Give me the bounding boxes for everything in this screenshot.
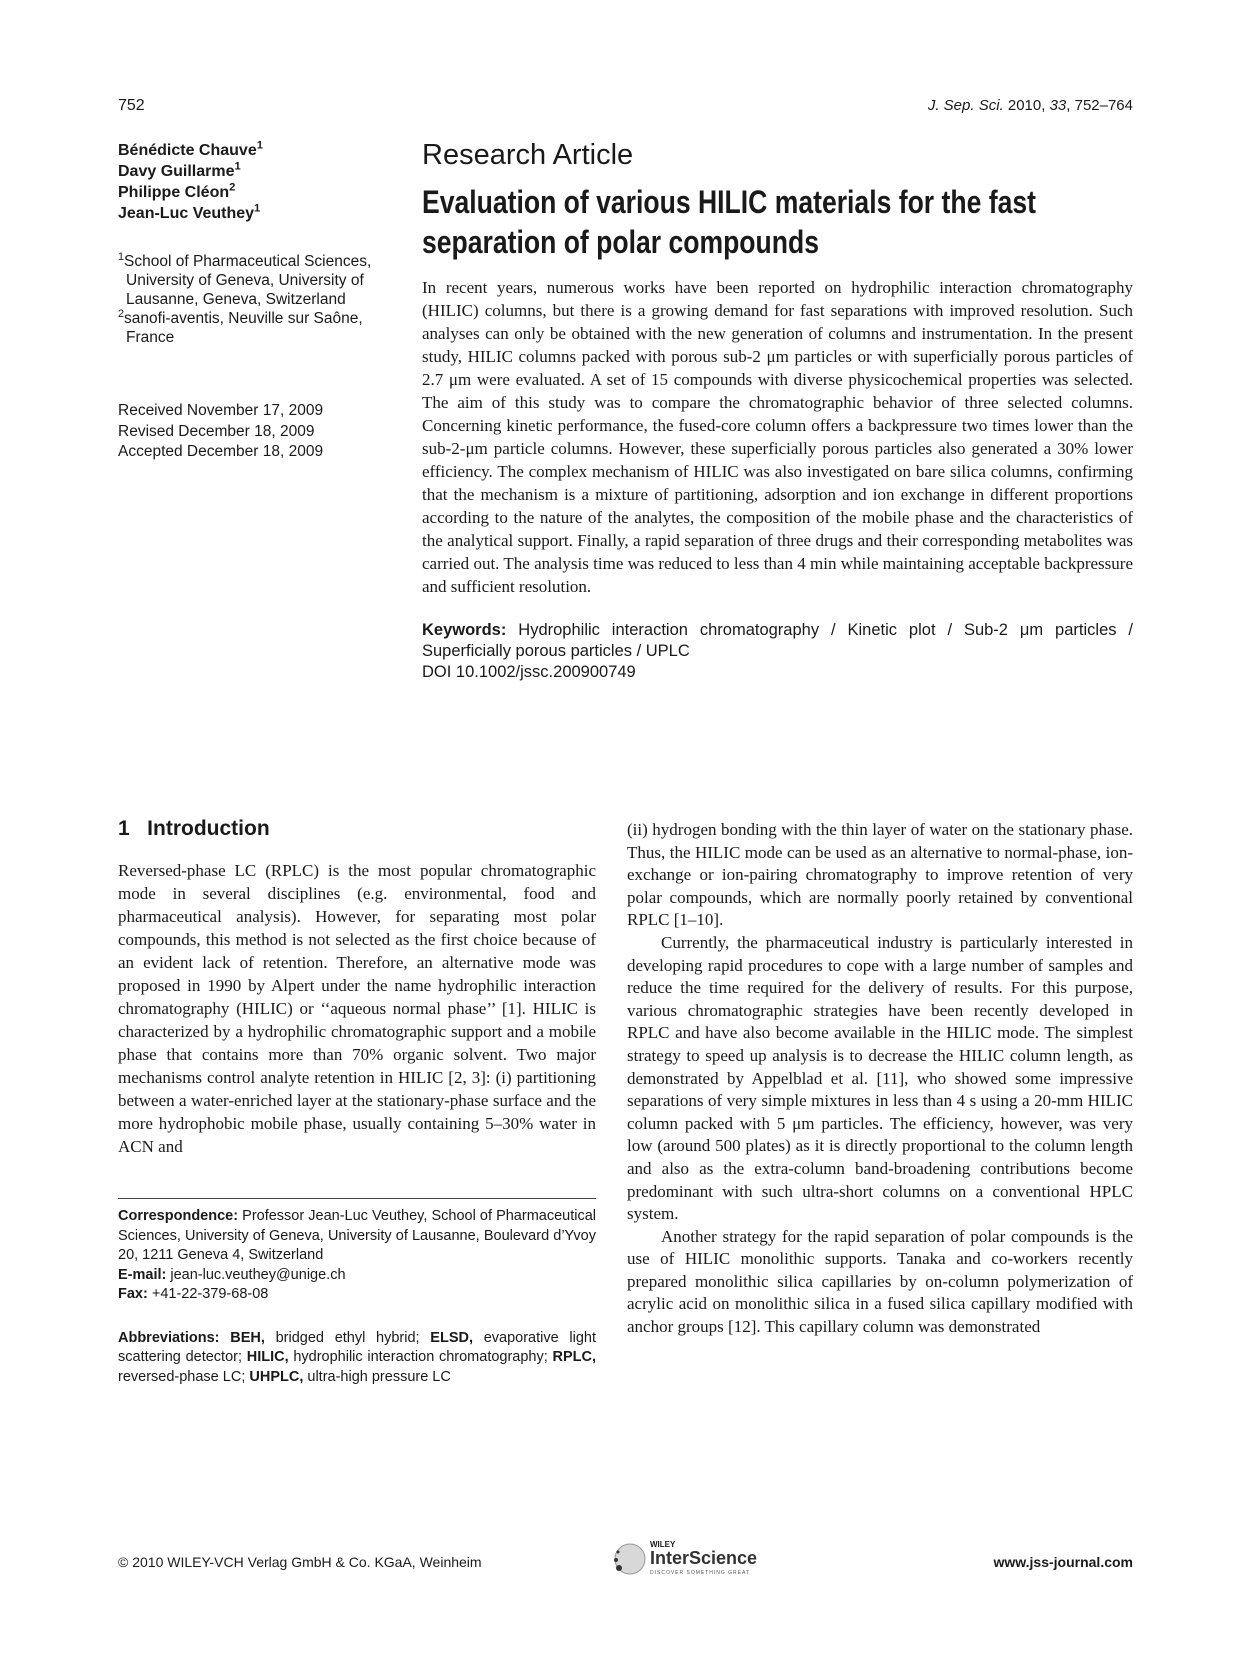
accepted-date: Accepted December 18, 2009 — [118, 443, 324, 460]
globe-icon — [610, 1540, 646, 1578]
logo-text: InterScience — [650, 1548, 758, 1568]
citation-volume: 33 — [1049, 97, 1067, 114]
footnote-divider — [118, 1198, 596, 1199]
author-affiliation-mark: 1 — [254, 202, 261, 215]
correspondence-address: Professor Jean-Luc Veuthey, School of Pharmaceutical Sciences, University of Geneva, University of Lausanne, Boulevard d’Yvoy 20, 1211 Geneva 4, Switzerland — [118, 1208, 596, 1263]
author-affiliation-mark: 2 — [229, 181, 236, 194]
journal-url[interactable]: www.jss-journal.com — [993, 1554, 1133, 1570]
keywords-block — [422, 620, 1133, 683]
paragraph: Another strategy for the rapid separation of polar compounds is the use of HILIC monolithic supports. Tanaka and co-workers recently prepared monolithic silica capillaries by on-column polymerization of acrylic acid on monolithic silica in a fused silica capillary modified with anchor groups [12]. This capillary column was demonstrated — [627, 1226, 1133, 1337]
received-date: Received November 17, 2009 — [118, 402, 324, 419]
author — [118, 203, 263, 224]
article-title: Evaluation of various HILIC materials for the fast separation of polar compounds — [422, 184, 1036, 260]
body-column-left: Reversed-phase LC (RPLC) is the most popular chromatographic mode in several disciplines (e.g. environmental, food and pharmaceutical analysis). However, for separating most polar compounds, this method is not selected as the first choice because of an evident lack of retention. Therefore, an alternative mode was proposed in 1990 by Alpert under the name hydrophilic interaction chromatography (HILIC) or ‘‘aqueous normal phase’’ [1]. HILIC is characterized by a hydrophilic chromatographic support and a mobile phase that contains more than 70% organic solvent. Two major mechanisms control analyte retention in HILIC [2, 3]: (i) partitioning between a water-enriched layer at the stationary-phase surface and the more hydrophobic mobile phase, usually containing 5–30% water in ACN and — [118, 861, 596, 1156]
affiliation-text: sanofi-aventis, Neuville sur Saône, France — [124, 310, 363, 346]
keywords-label: Keywords: — [422, 621, 507, 639]
revised-date: Revised December 18, 2009 — [118, 422, 315, 440]
article-type: Research Article — [422, 139, 634, 171]
logo-brand: WILEY — [650, 1540, 676, 1549]
abbr-term: HILIC, — [246, 1349, 289, 1365]
author-affiliation-mark: 1 — [256, 139, 263, 152]
abbr-term: UHPLC, — [249, 1368, 304, 1385]
email-label: E-mail: — [118, 1266, 167, 1283]
affiliation-number: 1 — [118, 250, 125, 263]
body-column-right — [627, 819, 1133, 1339]
affiliation-number: 2 — [118, 307, 125, 320]
affiliations — [118, 252, 388, 347]
affiliation — [118, 252, 388, 309]
author — [118, 140, 263, 161]
copyright: © 2010 WILEY-VCH Verlag GmbH & Co. KGaA, Weinheim — [118, 1554, 482, 1570]
abbr-definition: evaporative light scattering detector; — [118, 1329, 597, 1365]
section-heading: 1 Introduction — [118, 817, 270, 840]
keywords: Hydrophilic interaction chromatography / Kinetic plot / Sub-2 μm particles / Superficially porous particles / UPLC — [422, 621, 1133, 660]
abbr-definition: ultra-high pressure LC — [303, 1368, 451, 1385]
logo-tagline: DISCOVER SOMETHING GREAT — [650, 1570, 751, 1576]
correspondence-label: Correspondence: — [118, 1208, 239, 1224]
abbreviations — [118, 1329, 596, 1388]
author — [118, 161, 263, 182]
wiley-interscience-logo — [610, 1540, 800, 1578]
page-number: 752 — [118, 97, 145, 114]
abbr-definition: bridged ethyl hybrid; — [264, 1329, 431, 1346]
author — [118, 182, 263, 203]
abbr-definition: hydrophilic interaction chromatography; — [288, 1349, 553, 1365]
abbr-definition: reversed-phase LC; — [118, 1368, 250, 1385]
abbreviations-label: Abbreviations: — [118, 1329, 220, 1346]
author-affiliation-mark: 1 — [234, 160, 241, 173]
abbr-term: BEH, — [230, 1329, 265, 1346]
fax-number: +41-22-379-68-08 — [147, 1286, 269, 1302]
journal-citation — [928, 97, 1133, 114]
affiliation-text: School of Pharmaceutical Sciences, University of Geneva, University of Lausanne, Geneva, Switzerland — [124, 253, 372, 308]
author-name: Bénédicte Chauve — [118, 142, 257, 159]
citation-year: 2010, — [1003, 97, 1050, 114]
author-name: Philippe Cléon — [118, 184, 230, 201]
correspondence — [118, 1207, 596, 1305]
title-container — [422, 182, 1133, 262]
journal-name: J. Sep. Sci. — [927, 97, 1004, 114]
article-header — [422, 138, 1133, 683]
citation-pages: , 752–764 — [1066, 97, 1133, 114]
author-name: Davy Guillarme — [118, 163, 235, 180]
article-dates — [118, 401, 323, 463]
doi[interactable]: DOI 10.1002/jssc.200900749 — [422, 663, 636, 681]
paragraph: (ii) hydrogen bonding with the thin layer of water on the stationary phase. Thus, the HILIC mode can be used as an alternative to normal-phase, ion-exchange or ion-pairing chromatography to improve retention of very polar compounds, which are normally poorly retained by conventional RPLC [1–10]. — [627, 820, 1133, 930]
email-link[interactable]: jean-luc.veuthey@unige.ch — [166, 1266, 346, 1283]
author-list — [118, 140, 263, 224]
author-name: Jean-Luc Veuthey — [118, 205, 255, 222]
abbr-term: ELSD, — [430, 1329, 473, 1346]
affiliation — [118, 309, 388, 347]
left-column — [118, 815, 596, 1387]
abstract: In recent years, numerous works have been reported on hydrophilic interaction chromatography (HILIC) columns, but there is a growing demand for fast separations with improved resolution. Such analyses can only be obtained with the new generation of columns and instrumentation. In the present study, HILIC columns packed with porous sub-2 μm particles or with superficially porous particles of 2.7 μm were evaluated. A set of 15 compounds with diverse physicochemical properties was selected. The aim of this study was to compare the chromatographic behavior of three selected columns. Concerning kinetic performance, the fused-core column offers a backpressure two times lower than the sub-2-μm particle columns. However, these superficially porous particles also generated a 30% lower efficiency. The complex mechanism of HILIC was also investigated on bare silica columns, confirming that the mechanism is a mixture of partitioning, adsorption and ion exchange in different proportions according to the nature of the analytes, the composition of the mobile phase and the characteristics of the analytical support. Finally, a rapid separation of three drugs and their corresponding metabolites was carried out. The analysis time was reduced to less than 4 min while maintaining acceptable backpressure and sufficient resolution. — [422, 278, 1133, 596]
paragraph: Currently, the pharmaceutical industry is particularly interested in developing rapid procedures to cope with a large number of samples and reduce the time required for the delivery of results. For this purpose, various chromatographic strategies have been recently developed in RPLC and have also become available in the HILIC mode. The simplest strategy to speed up analysis is to decrease the HILIC column length, as demonstrated by Appelblad et al. [11], who showed some impressive separations of very simple mixtures in less than 4 s using a 20-mm HILIC column packed with 5 μm particles. The efficiency, however, was very low (around 500 plates) as it is directly proportional to the column length and also as the extra-column band-broadening contributions become predominant with such ultra-short columns on a conventional HPLC system. — [627, 932, 1133, 1224]
fax-label: Fax: — [118, 1286, 148, 1302]
abbr-term: RPLC, — [552, 1349, 596, 1365]
